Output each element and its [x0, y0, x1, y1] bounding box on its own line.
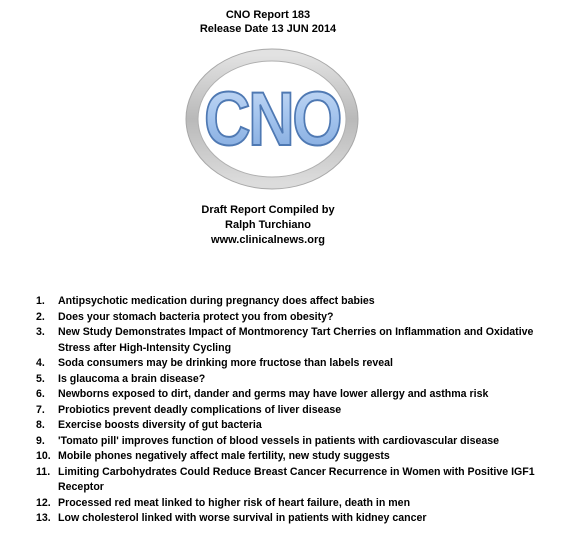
item-number: 9.	[36, 434, 45, 447]
item-title: Processed red meat linked to higher risk of heart failure, death in men	[58, 496, 411, 509]
item-title: Exercise boosts diversity of gut bacteria	[58, 419, 262, 431]
item-title: Antipsychotic medication during pregnancy does affect babies	[58, 295, 375, 307]
item-title: Limiting Carbohydrates Could Reduce Breast Cancer Recurrence in Women with Positive IGF1 Receptor	[58, 465, 535, 493]
list-item	[36, 294, 536, 310]
item-number: 2.	[36, 310, 45, 323]
report-number: CNO Report 183	[225, 9, 311, 21]
list-item	[36, 434, 536, 450]
compiled-by-block	[0, 203, 536, 248]
list-item	[36, 356, 536, 372]
item-number: 13.	[36, 512, 51, 524]
item-number: 12.	[36, 496, 51, 509]
list-item	[36, 418, 536, 434]
item-number: 10.	[36, 450, 51, 462]
item-title: 'Tomato pill' improves function of blood vessels in patients with cardiovascular disease	[58, 434, 500, 447]
item-title: Does your stomach bacteria protect you from obesity?	[58, 310, 334, 323]
website-url: www.clinicalnews.org	[211, 234, 325, 246]
list-item	[36, 325, 536, 356]
item-number: 6.	[36, 388, 45, 400]
release-date: Release Date 13 JUN 2014	[199, 23, 337, 35]
report-article-list	[36, 294, 536, 527]
item-number: 4.	[36, 357, 45, 369]
item-number: 5.	[36, 372, 45, 385]
author-name: Ralph Turchiano	[225, 219, 311, 231]
item-title: New Study Demonstrates Impact of Montmorency Tart Cherries on Inflammation and Oxidative Stress after High-Intensity Cycling	[58, 326, 534, 354]
item-title: Mobile phones negatively affect male fertility, new study suggests	[58, 450, 390, 462]
item-title: Probiotics prevent deadly complications of liver disease	[58, 403, 342, 416]
item-title: Newborns exposed to dirt, dander and germs may have lower allergy and asthma risk	[58, 388, 489, 400]
logo-text: CNO	[204, 77, 340, 162]
list-item	[36, 496, 536, 512]
cno-logo	[185, 48, 359, 190]
list-item	[36, 465, 536, 496]
item-number: 7.	[36, 403, 45, 416]
report-header	[0, 8, 536, 36]
item-number: 1.	[36, 295, 45, 307]
cno-logo-graphic	[185, 48, 359, 190]
list-item	[36, 372, 536, 388]
list-item	[36, 310, 536, 326]
item-number: 3.	[36, 326, 45, 338]
list-item	[36, 387, 536, 403]
item-number: 11.	[36, 465, 51, 478]
list-item	[36, 449, 536, 465]
compiled-by-label: Draft Report Compiled by	[201, 204, 335, 216]
item-title: Low cholesterol linked with worse survival in patients with kidney cancer	[58, 512, 427, 524]
list-item	[36, 403, 536, 419]
item-number: 8.	[36, 419, 45, 431]
item-title: Soda consumers may be drinking more fructose than labels reveal	[58, 357, 393, 369]
list-item	[36, 511, 536, 527]
item-title: Is glaucoma a brain disease?	[58, 372, 206, 385]
